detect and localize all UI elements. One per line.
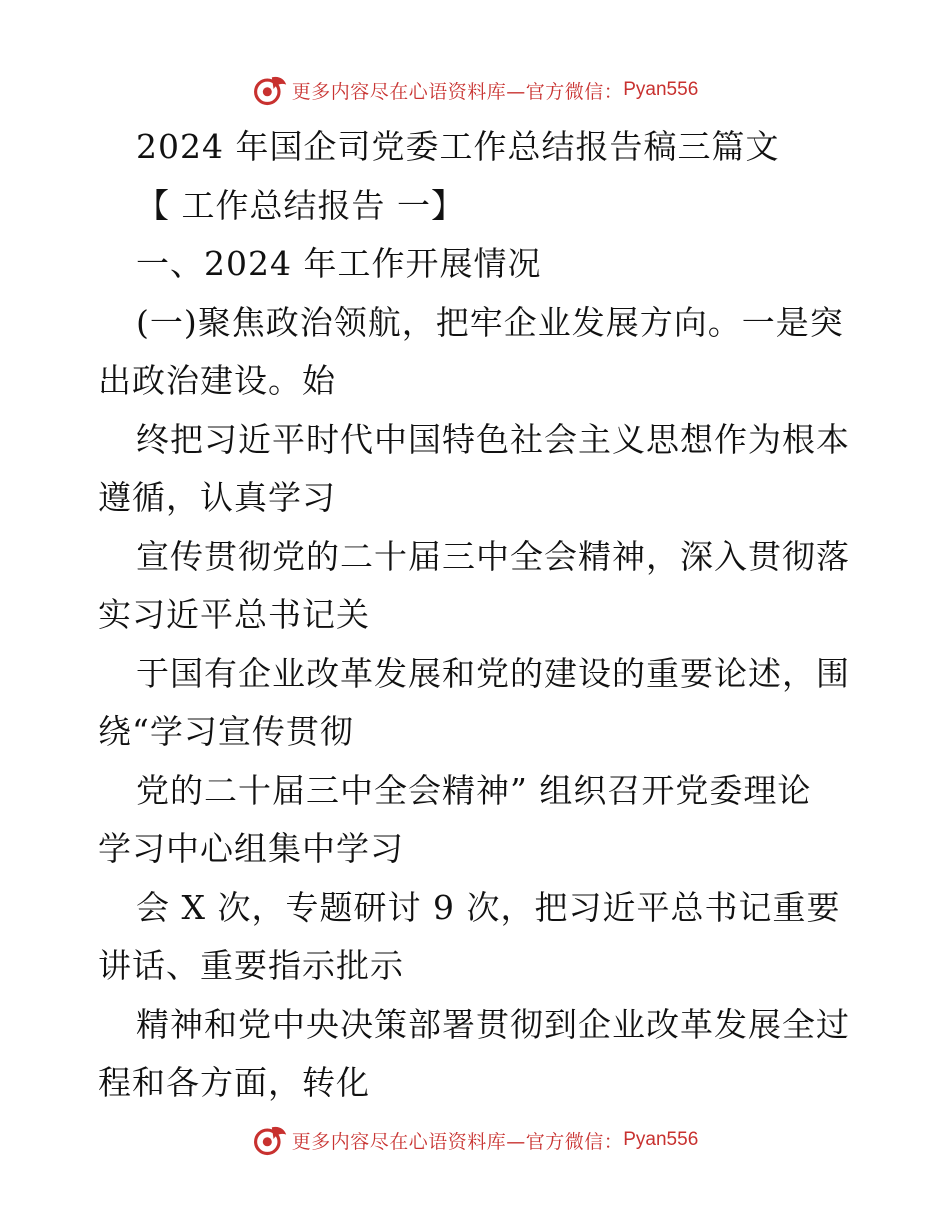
document-line: 会 X 次，专题研讨 9 次，把习近平总书记重要 [136, 887, 841, 927]
document-line: 精神和党中央决策部署贯彻到企业改革发展全过 [136, 1004, 850, 1044]
watermark-header [0, 72, 950, 108]
document-line: 程和各方面，转化 [98, 1063, 370, 1102]
red-quill-logo-icon [252, 72, 288, 108]
document-line: 【 工作总结报告 一】 [136, 185, 465, 225]
watermark-text: 更多内容尽在心语资料库—官方微信： [291, 1130, 624, 1153]
watermark-wechat-id: Pyan556 [623, 1129, 699, 1150]
document-line: 学习中心组集中学习 [98, 829, 404, 868]
red-quill-logo-icon [252, 1122, 288, 1158]
document-line: 2024 年国企司党委工作总结报告稿三篇文 [136, 127, 780, 166]
watermark-footer [0, 1122, 950, 1158]
document-line: (一)聚焦政治领航，把牢企业发展方向。一是突 [136, 302, 844, 342]
watermark-text: 更多内容尽在心语资料库—官方微信： [291, 80, 624, 103]
document-line: 党的二十届三中全会精神” 组织召开党委理论 [136, 770, 812, 810]
document-line: 一、2024 年工作开展情况 [136, 244, 542, 283]
document-line: 于国有企业改革发展和党的建设的重要论述，围 [136, 653, 850, 693]
document-line: 终把习近平时代中国特色社会主义思想作为根本 [136, 419, 850, 459]
document-line: 实习近平总书记关 [98, 595, 370, 634]
document-line: 讲话、重要指示批示 [98, 946, 404, 985]
document-line: 遵循，认真学习 [98, 478, 336, 517]
watermark-wechat-id: Pyan556 [623, 79, 699, 100]
document-line: 宣传贯彻党的二十届三中全会精神，深入贯彻落 [136, 536, 850, 576]
document-body [98, 118, 858, 1113]
document-line: 出政治建设。始 [98, 361, 336, 400]
document-line: 绕“学习宣传贯彻 [98, 712, 354, 751]
